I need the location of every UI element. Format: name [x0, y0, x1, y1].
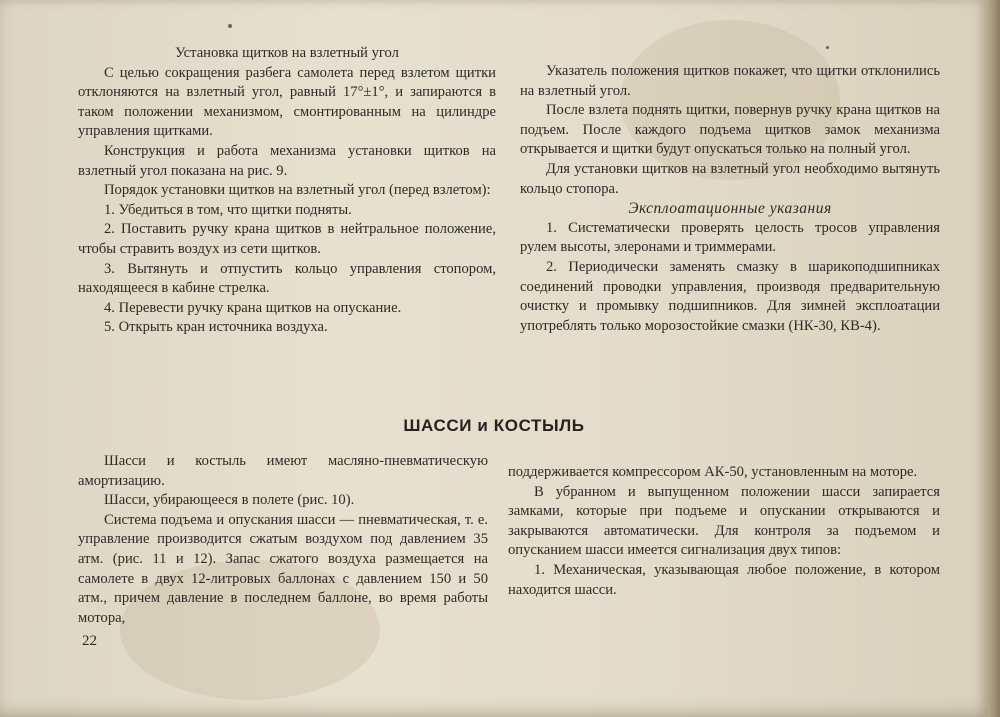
step-item: 3. Вытянуть и отпустить кольцо управления стопором, находящееся в кабине стрелка. — [78, 260, 496, 297]
paragraph: Порядок установки щитков на взлетный угол (перед взлетом): — [104, 182, 491, 199]
section-heading-operational: Эксплоатационные указания — [628, 200, 832, 218]
page-edge — [988, 0, 1000, 717]
ink-speck — [826, 46, 829, 49]
step-item: 4. Перевести ручку крана щитков на опускание. — [104, 299, 402, 316]
column-top-right — [520, 62, 940, 336]
step-item: 1. Убедиться в том, что щитки подняты. — [104, 201, 352, 218]
paragraph: Шасси, убирающееся в полете (рис. 10). — [104, 492, 355, 509]
paragraph: Шасси и костыль имеют масляно-пневматическую амортизацию. — [78, 453, 488, 489]
list-item: 1. Систематически проверять целость тросов управления рулем высоты, элеронами и триммерами. — [520, 219, 940, 256]
paragraph: После взлета поднять щитки, повернув ручку крана щитков на подъем. После каждого подъема щитков замок механизма открывается и щитки будут опускаться только на полный угол. — [520, 102, 940, 158]
paragraph: С целью сокращения разбега самолета перед взлетом щитки отклоняются на взлетный угол, равный 17°±1°, и запираются в таком положении механизмом, смонтированным на цилиндре управления щитками. — [78, 64, 496, 140]
step-item: 2. Поставить ручку крана щитков в нейтральное положение, чтобы стравить воздух из сети щитков. — [78, 221, 496, 257]
paragraph: Для установки щитков на взлетный угол необходимо вытянуть кольцо стопора. — [520, 160, 940, 197]
paragraph: поддерживается компрессором АК-50, установленным на моторе. — [508, 464, 918, 480]
list-item: 2. Периодически заменять смазку в шарикоподшипниках соединений проводки управления, производя предварительную очистку и промывку подшипников. Для зимней эксплоатации употреблять только морозостойкие смазки (НК-30, КВ-4). — [520, 258, 940, 334]
page-number: 22 — [82, 633, 97, 649]
column-bottom-right — [508, 463, 940, 600]
paragraph: В убранном и выпущенном положении шасси запирается замками, которые при подъеме и опускании открываются и закрываются автоматически. Для контроля за подъемом и опусканием шасси имеется сигнализация двух типов: — [508, 483, 940, 559]
ink-speck — [228, 24, 232, 28]
section-heading-takeoff-flaps: Установка щитков на взлетный угол — [175, 45, 399, 61]
step-item: 5. Открыть кран источника воздуха. — [104, 319, 328, 336]
section-title-chassis: ШАССИ и КОСТЫЛЬ — [403, 416, 585, 435]
paragraph: Указатель положения щитков покажет, что щитки отклонились на взлетный угол. — [520, 63, 940, 99]
column-bottom-left — [78, 452, 488, 628]
paragraph: 1. Механическая, указывающая любое положение, в котором находится шасси. — [508, 561, 940, 598]
column-top-left — [78, 44, 496, 338]
paragraph: Конструкция и работа механизма установки щитков на взлетный угол показана на рис. 9. — [78, 142, 496, 179]
paragraph: Система подъема и опускания шасси — пневматическая, т. е. управление производится сжатым воздухом под давлением 35 атм. (рис. 11 и 12). Запас сжатого воздуха размещается на самолете в двух 12-литровых баллонах с давлением 150 и 50 атм., причем давление в последнем баллоне, во время работы мотора, — [78, 511, 488, 626]
